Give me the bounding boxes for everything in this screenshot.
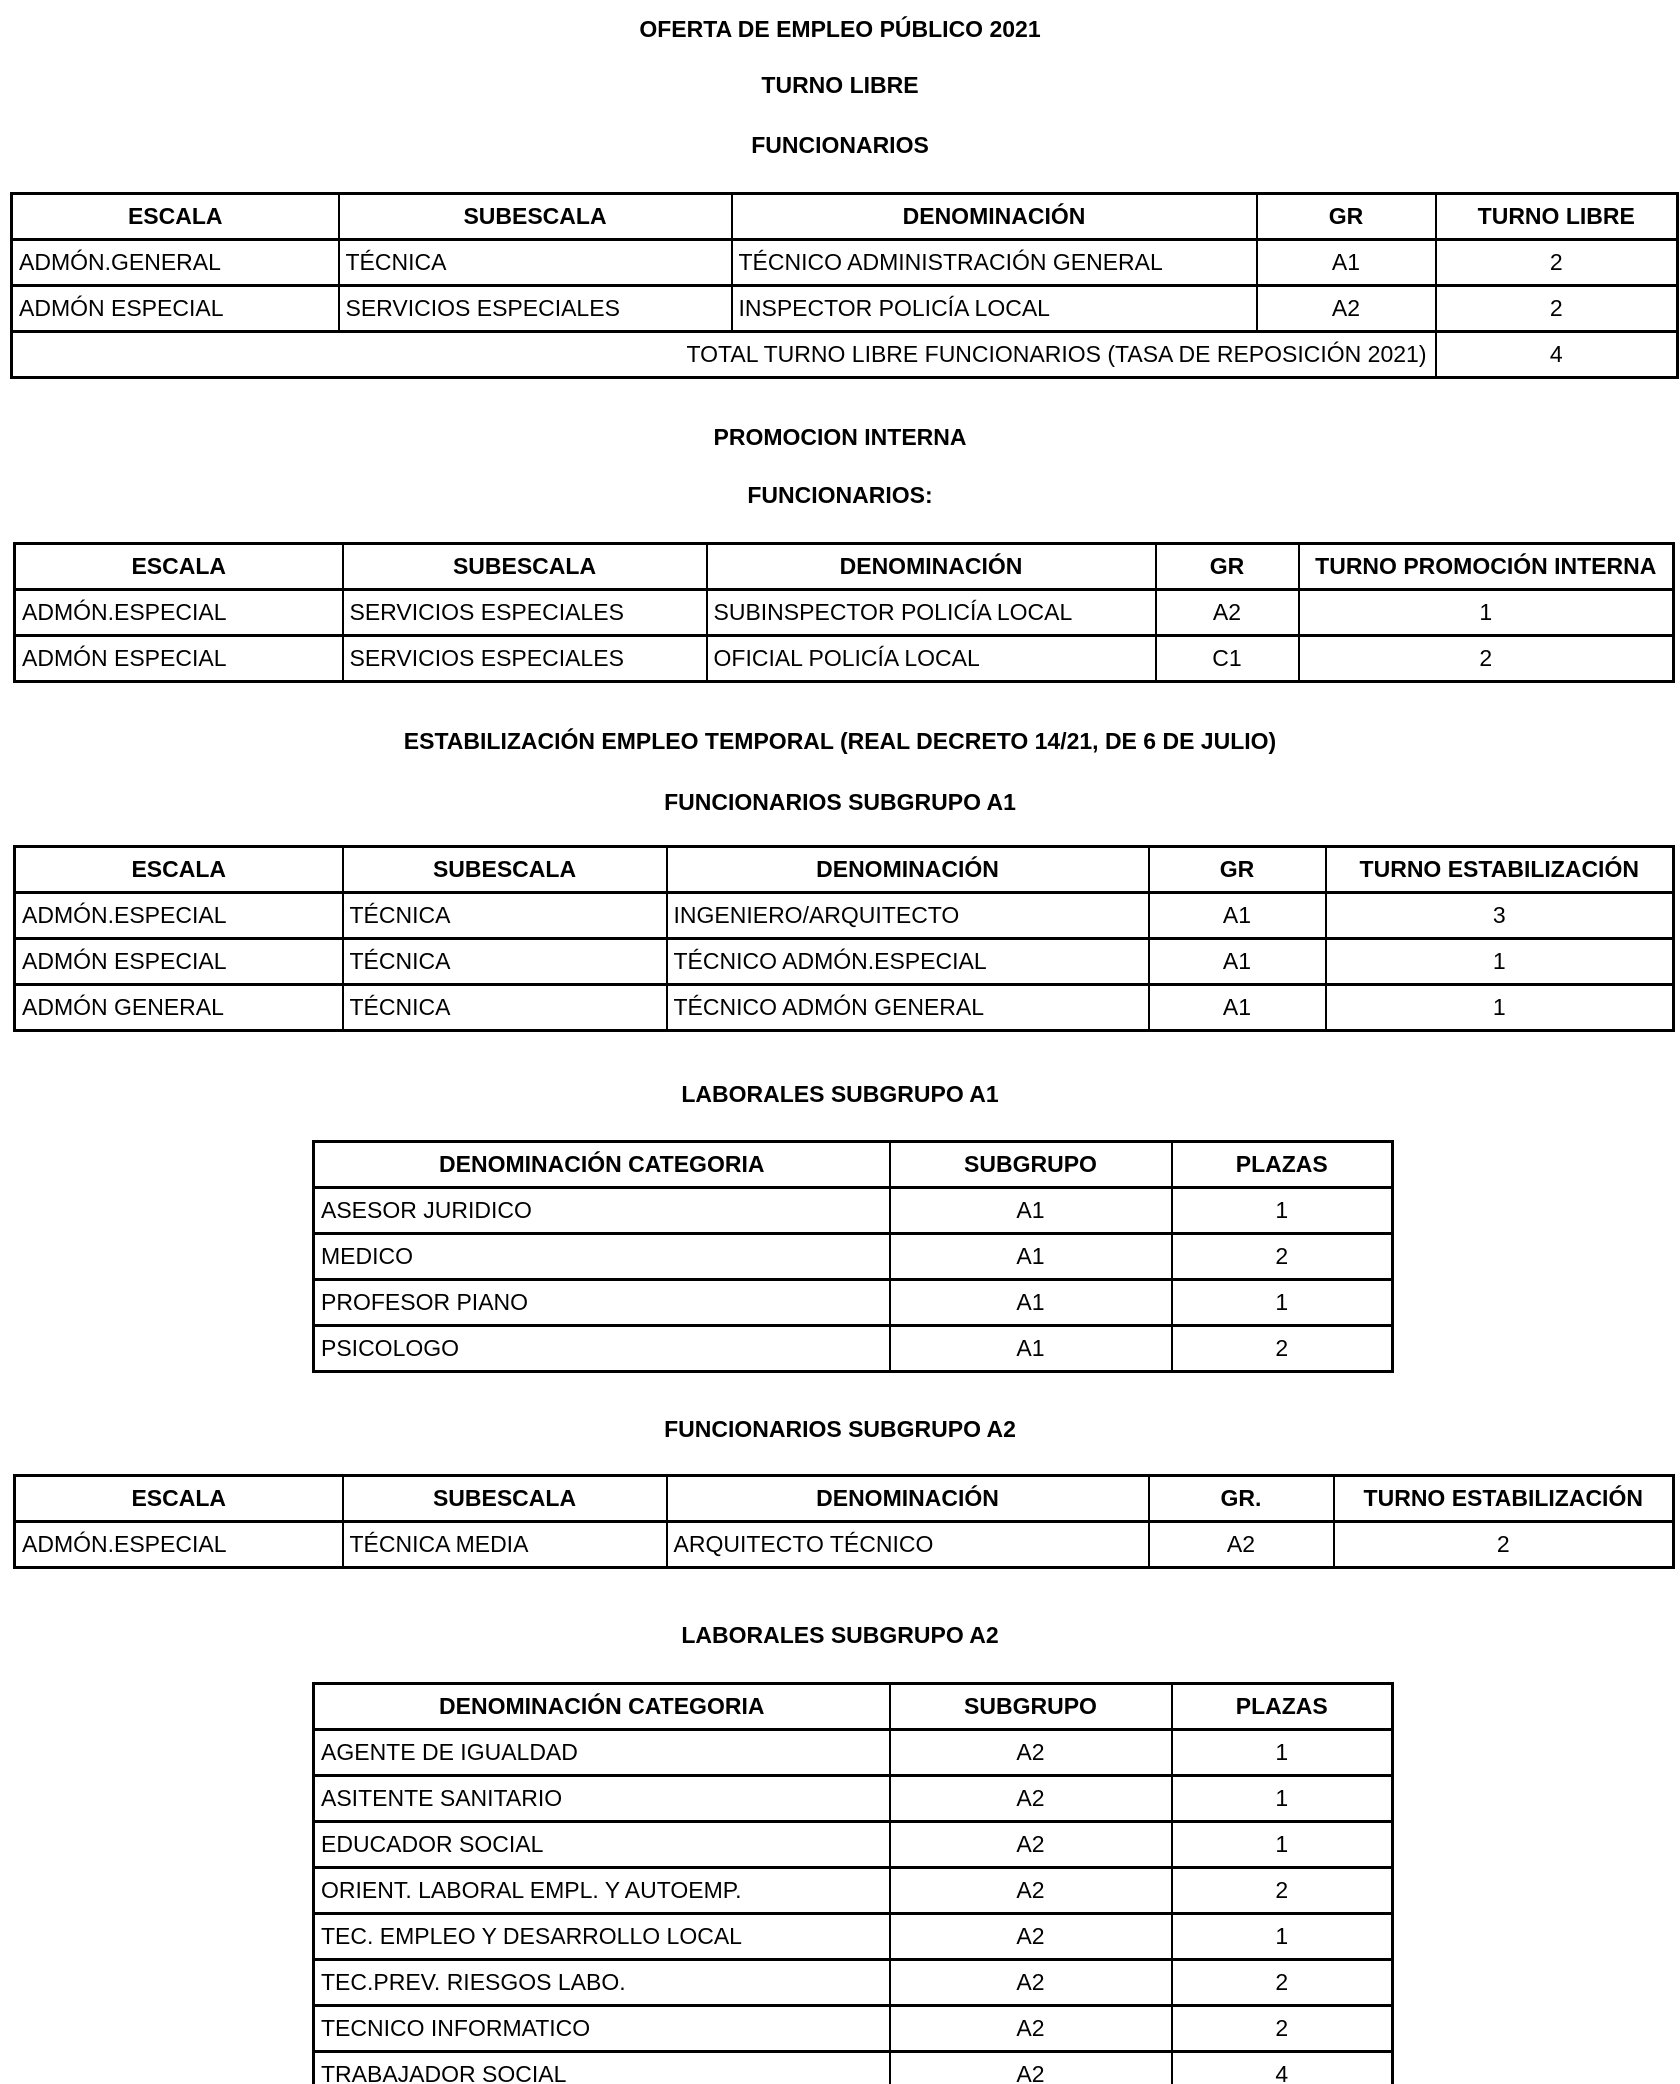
- section-heading-promocion-interna: PROMOCION INTERNA: [713, 424, 967, 450]
- table-laborales-a1: [312, 1140, 1394, 1373]
- table-cell: 2: [1334, 1522, 1674, 1568]
- table-cell: SERVICIOS ESPECIALES: [339, 286, 732, 332]
- table-cell: 1: [1172, 1914, 1393, 1960]
- table-cell: ADMÓN.ESPECIAL: [15, 590, 343, 636]
- section-heading-funcionarios-subgrupo-a1: FUNCIONARIOS SUBGRUPO A1: [664, 789, 1016, 815]
- column-header-plazas: PLAZAS: [1172, 1684, 1393, 1730]
- column-header-turno-promocion-interna: TURNO PROMOCIÓN INTERNA: [1299, 544, 1674, 590]
- table-cell: PROFESOR PIANO: [314, 1280, 890, 1326]
- column-header-gr: GR.: [1149, 1476, 1334, 1522]
- table-cell: A1: [1149, 893, 1326, 939]
- table-row: [15, 893, 1674, 939]
- column-header-subgrupo: SUBGRUPO: [890, 1684, 1172, 1730]
- column-header-denominacion-categoria: DENOMINACIÓN CATEGORIA: [314, 1142, 890, 1188]
- table-cell: INGENIERO/ARQUITECTO: [667, 893, 1149, 939]
- table-cell: A2: [890, 1822, 1172, 1868]
- total-value-cell: 4: [1436, 332, 1678, 378]
- table-cell: A2: [1149, 1522, 1334, 1568]
- column-header-escala: ESCALA: [15, 544, 343, 590]
- table-cell: A2: [1257, 286, 1436, 332]
- column-header-escala: ESCALA: [12, 194, 339, 240]
- table-cell: ASESOR JURIDICO: [314, 1188, 890, 1234]
- table-cell: 1: [1172, 1280, 1393, 1326]
- table-cell: 2: [1172, 1960, 1393, 2006]
- section-heading-estabilizacion: ESTABILIZACIÓN EMPLEO TEMPORAL (REAL DECRETO 14/21, DE 6 DE JULIO): [403, 728, 1277, 754]
- table-row: [12, 240, 1678, 286]
- table-row: [314, 1280, 1393, 1326]
- table-cell: 1: [1172, 1730, 1393, 1776]
- table-total-row: [12, 332, 1678, 378]
- table-cell: OFICIAL POLICÍA LOCAL: [707, 636, 1156, 682]
- table-cell: ADMÓN ESPECIAL: [12, 286, 339, 332]
- table-cell: 2: [1172, 1234, 1393, 1280]
- table-cell: A1: [890, 1188, 1172, 1234]
- table-header-row: [314, 1684, 1393, 1730]
- table-cell: INSPECTOR POLICÍA LOCAL: [732, 286, 1257, 332]
- table-cell: A1: [1149, 985, 1326, 1031]
- table-row: [314, 2006, 1393, 2052]
- table-row: [314, 1730, 1393, 1776]
- table-row: [314, 1326, 1393, 1372]
- table-cell: C1: [1156, 636, 1299, 682]
- column-header-plazas: PLAZAS: [1172, 1142, 1393, 1188]
- table-cell: AGENTE DE IGUALDAD: [314, 1730, 890, 1776]
- column-header-subescala: SUBESCALA: [343, 544, 707, 590]
- table-cell: A2: [890, 2006, 1172, 2052]
- table-cell: TÉCNICO ADMÓN.ESPECIAL: [667, 939, 1149, 985]
- column-header-subescala: SUBESCALA: [343, 1476, 667, 1522]
- table-row: [15, 636, 1674, 682]
- table-cell: A2: [890, 1868, 1172, 1914]
- table-cell: A1: [1149, 939, 1326, 985]
- table-cell: A2: [890, 2052, 1172, 2084]
- table-cell: 2: [1436, 286, 1678, 332]
- column-header-gr: GR: [1149, 847, 1326, 893]
- table-cell: 2: [1172, 2006, 1393, 2052]
- table-cell: SERVICIOS ESPECIALES: [343, 636, 707, 682]
- table-estabilizacion-funcionarios-a1: [13, 845, 1675, 1032]
- table-cell: EDUCADOR SOCIAL: [314, 1822, 890, 1868]
- table-cell: A1: [890, 1280, 1172, 1326]
- column-header-denominacion: DENOMINACIÓN: [667, 1476, 1149, 1522]
- table-cell: A2: [1156, 590, 1299, 636]
- table-cell: TEC.PREV. RIESGOS LABO.: [314, 1960, 890, 2006]
- column-header-escala: ESCALA: [15, 847, 343, 893]
- table-cell: 2: [1299, 636, 1674, 682]
- table-cell: A2: [890, 1776, 1172, 1822]
- column-header-gr: GR: [1257, 194, 1436, 240]
- table-cell: 1: [1326, 939, 1674, 985]
- section-heading-funcionarios-subgrupo-a2: FUNCIONARIOS SUBGRUPO A2: [664, 1416, 1016, 1442]
- table-cell: 2: [1436, 240, 1678, 286]
- table-cell: TÉCNICO ADMINISTRACIÓN GENERAL: [732, 240, 1257, 286]
- table-cell: PSICOLOGO: [314, 1326, 890, 1372]
- table-cell: A2: [890, 1730, 1172, 1776]
- table-header-row: [12, 194, 1678, 240]
- table-row: [314, 1234, 1393, 1280]
- column-header-denominacion: DENOMINACIÓN: [732, 194, 1257, 240]
- table-cell: TECNICO INFORMATICO: [314, 2006, 890, 2052]
- table-cell: SERVICIOS ESPECIALES: [343, 590, 707, 636]
- column-header-gr: GR: [1156, 544, 1299, 590]
- table-cell: 1: [1299, 590, 1674, 636]
- table-cell: ADMÓN.ESPECIAL: [15, 893, 343, 939]
- column-header-turno-estabilizacion: TURNO ESTABILIZACIÓN: [1334, 1476, 1674, 1522]
- section-heading-laborales-subgrupo-a2: LABORALES SUBGRUPO A2: [681, 1622, 999, 1648]
- section-heading-laborales-subgrupo-a1: LABORALES SUBGRUPO A1: [681, 1081, 999, 1107]
- table-cell: A1: [890, 1326, 1172, 1372]
- table-cell: 1: [1172, 1188, 1393, 1234]
- table-cell: TÉCNICA: [343, 893, 667, 939]
- table-cell: ARQUITECTO TÉCNICO: [667, 1522, 1149, 1568]
- column-header-denominacion: DENOMINACIÓN: [707, 544, 1156, 590]
- section-heading-funcionarios-colon: FUNCIONARIOS:: [747, 482, 933, 508]
- section-heading-turno-libre: TURNO LIBRE: [761, 72, 919, 98]
- table-funcionarios-a2: [13, 1474, 1675, 1569]
- table-cell: A2: [890, 1960, 1172, 2006]
- table-promocion-interna-funcionarios: [13, 542, 1675, 683]
- table-header-row: [314, 1142, 1393, 1188]
- column-header-subescala: SUBESCALA: [343, 847, 667, 893]
- column-header-turno-libre: TURNO LIBRE: [1436, 194, 1678, 240]
- table-row: [15, 939, 1674, 985]
- table-cell: TÉCNICO ADMÓN GENERAL: [667, 985, 1149, 1031]
- column-header-subgrupo: SUBGRUPO: [890, 1142, 1172, 1188]
- table-cell: ADMÓN GENERAL: [15, 985, 343, 1031]
- table-cell: TÉCNICA MEDIA: [343, 1522, 667, 1568]
- table-row: [15, 985, 1674, 1031]
- table-header-row: [15, 544, 1674, 590]
- table-cell: ADMÓN.ESPECIAL: [15, 1522, 343, 1568]
- table-cell: ADMÓN ESPECIAL: [15, 636, 343, 682]
- table-row: [314, 1960, 1393, 2006]
- table-turno-libre-funcionarios: [10, 192, 1679, 379]
- table-row: [314, 1868, 1393, 1914]
- table-row: [314, 2052, 1393, 2084]
- table-cell: 1: [1172, 1776, 1393, 1822]
- total-label-cell: TOTAL TURNO LIBRE FUNCIONARIOS (TASA DE REPOSICIÓN 2021): [12, 332, 1436, 378]
- table-header-row: [15, 847, 1674, 893]
- document-title: OFERTA DE EMPLEO PÚBLICO 2021: [639, 16, 1041, 42]
- table-row: [314, 1776, 1393, 1822]
- table-cell: 3: [1326, 893, 1674, 939]
- table-cell: TRABAJADOR SOCIAL: [314, 2052, 890, 2084]
- table-row: [12, 286, 1678, 332]
- column-header-denominacion: DENOMINACIÓN: [667, 847, 1149, 893]
- table-cell: SUBINSPECTOR POLICÍA LOCAL: [707, 590, 1156, 636]
- table-cell: TÉCNICA: [343, 985, 667, 1031]
- table-row: [15, 1522, 1674, 1568]
- column-header-escala: ESCALA: [15, 1476, 343, 1522]
- table-header-row: [15, 1476, 1674, 1522]
- table-cell: ASITENTE SANITARIO: [314, 1776, 890, 1822]
- table-cell: 1: [1172, 1822, 1393, 1868]
- column-header-subescala: SUBESCALA: [339, 194, 732, 240]
- table-cell: TEC. EMPLEO Y DESARROLLO LOCAL: [314, 1914, 890, 1960]
- table-cell: 2: [1172, 1326, 1393, 1372]
- section-heading-funcionarios: FUNCIONARIOS: [751, 132, 929, 158]
- table-cell: 1: [1326, 985, 1674, 1031]
- table-row: [314, 1188, 1393, 1234]
- table-row: [15, 590, 1674, 636]
- column-header-denominacion-categoria: DENOMINACIÓN CATEGORIA: [314, 1684, 890, 1730]
- table-row: [314, 1914, 1393, 1960]
- table-cell: A1: [1257, 240, 1436, 286]
- table-cell: 4: [1172, 2052, 1393, 2084]
- table-cell: 2: [1172, 1868, 1393, 1914]
- table-cell: MEDICO: [314, 1234, 890, 1280]
- table-cell: A2: [890, 1914, 1172, 1960]
- column-header-turno-estabilizacion: TURNO ESTABILIZACIÓN: [1326, 847, 1674, 893]
- table-cell: ADMÓN ESPECIAL: [15, 939, 343, 985]
- table-laborales-a2: [312, 1682, 1394, 2084]
- table-cell: ADMÓN.GENERAL: [12, 240, 339, 286]
- table-cell: TÉCNICA: [343, 939, 667, 985]
- table-cell: TÉCNICA: [339, 240, 732, 286]
- table-cell: ORIENT. LABORAL EMPL. Y AUTOEMP.: [314, 1868, 890, 1914]
- table-row: [314, 1822, 1393, 1868]
- table-cell: A1: [890, 1234, 1172, 1280]
